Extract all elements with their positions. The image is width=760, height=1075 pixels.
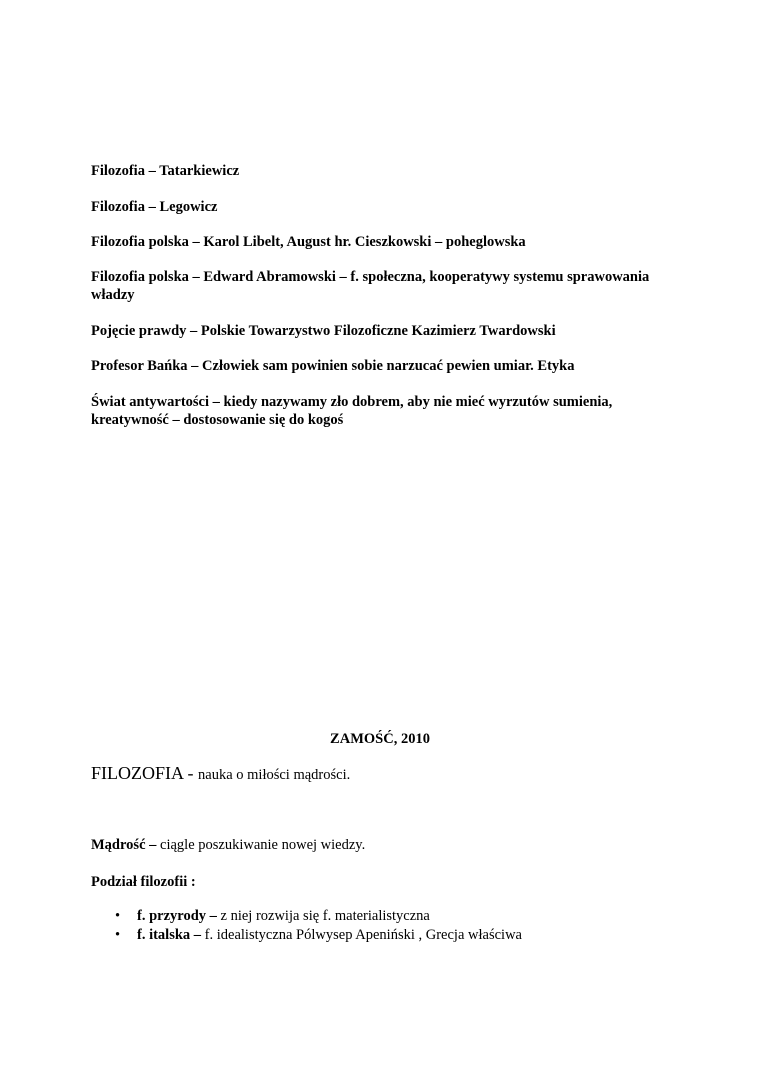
list-item-text: z niej rozwija się f. materialistyczna (216, 908, 430, 924)
definition-heading (91, 763, 691, 785)
place-date: ZAMOŚĆ, 2010 (330, 731, 430, 747)
list-item-term: f. italska – (137, 927, 202, 943)
note-line-7: Świat antywartości – kiedy nazywamy zło dobrem, aby nie mieć wyrzutów sumienia, kreatywność – dostosowanie się do kogoś (91, 394, 613, 428)
madrosc-term: Mądrość – (91, 837, 157, 853)
note-line-2: Filozofia – Legowicz (91, 199, 218, 215)
bullet-icon: • (115, 927, 121, 943)
list-item (91, 926, 691, 945)
bullet-icon: • (115, 908, 121, 924)
list-item-text: f. idealistyczna Pólwysep Apeniński , Grecja właściwa (201, 927, 522, 943)
definition-term: FILOZOFIA (91, 763, 184, 783)
definition-text: nauka o miłości mądrości. (198, 767, 351, 783)
note-line-3: Filozofia polska – Karol Libelt, August hr. Cieszkowski – poheglowska (91, 234, 526, 250)
bullet-list (91, 907, 691, 945)
note-line-1: Filozofia – Tatarkiewicz (91, 163, 240, 179)
note-line-4: Filozofia polska – Edward Abramowski – f. społeczna, kooperatywy systemu sprawowania władzy (91, 269, 650, 303)
definition-separator: - (183, 763, 199, 783)
list-item (91, 907, 691, 926)
podzial-heading: Podział filozofii : (91, 874, 196, 890)
list-item-term: f. przyrody – (137, 908, 217, 924)
madrosc-paragraph (91, 836, 691, 854)
note-line-6: Profesor Bańka – Człowiek sam powinien sobie narzucać pewien umiar. Etyka (91, 358, 575, 374)
note-line-5: Pojęcie prawdy – Polskie Towarzystwo Filozoficzne Kazimierz Twardowski (91, 323, 556, 339)
madrosc-text: ciągle poszukiwanie nowej wiedzy. (156, 837, 366, 853)
